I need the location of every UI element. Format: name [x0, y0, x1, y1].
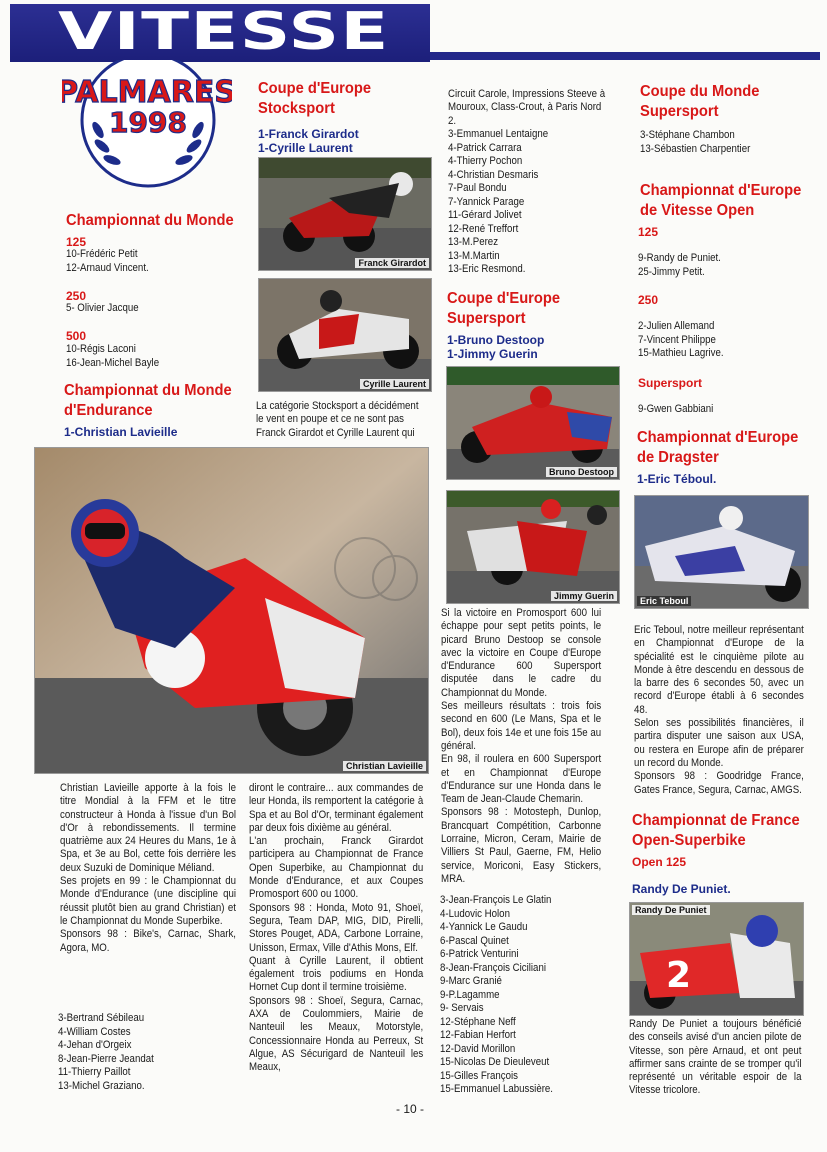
destoop-results: Ses meilleurs résultats : trois fois second en 600 (Le Mans, Spa et le Bol), deux fois 14e et une fois 15e au général.: [441, 700, 602, 752]
list-item: 4-Thierry Pochon: [448, 155, 523, 167]
ceo-ss-list: [638, 403, 796, 417]
list-item: 3-Bertrand Sébileau: [58, 1012, 145, 1024]
lavieille-text: Christian Lavieille apporte à la fois le titre Mondial à la FFM et le titre constructeur à Honda à l'issue d'un Bol d'Or à rebondissements. Il termine quatrième aux 24 Heures du Mans, 1e à Spa, et 3e au Bol, cette fois derrière les deux Suzuki de Dominique Méliand.: [60, 782, 236, 874]
list-item: 9-Randy de Puniet.: [638, 252, 721, 264]
endurance-title-line2: d'Endurance: [64, 402, 153, 419]
stocksport-title-line2: Stocksport: [258, 100, 335, 117]
list-item: 3-Emmanuel Lentaigne: [448, 128, 549, 140]
rider-image: [447, 491, 619, 603]
list-item: 8-Jean-François Ciciliani: [440, 961, 546, 974]
list-item: 13-Eric Resmond.: [448, 263, 526, 275]
supersport-title-line1: Coupe d'Europe: [447, 290, 561, 307]
endurance-winner: 1-Christian Lavieille: [64, 425, 178, 439]
endurance-list: [58, 1012, 225, 1093]
list-item: 15-Gilles François: [440, 1069, 519, 1082]
ceo-250-list: [638, 320, 796, 361]
cdm-title-line2: Supersport: [640, 103, 719, 120]
ceo-title: [640, 181, 815, 221]
list-item: 15-Emmanuel Labussière.: [440, 1083, 553, 1095]
depuniet-article: [629, 1018, 801, 1098]
stocksport-text: diront le contraire... aux commandes de leur Honda, ils remportent la catégorie à Spa et au Bol d'Or, terminant également par deux fois dixième au général.: [249, 782, 424, 834]
svg-text:2: 2: [666, 955, 692, 996]
dragster-title-line2: de Dragster: [637, 449, 719, 466]
rider-image: [447, 367, 619, 479]
stocksport-list: [448, 128, 606, 277]
rider-image: [630, 903, 803, 1015]
list-item: 13-M.Martin: [448, 249, 500, 262]
supersport-title: [447, 289, 613, 329]
photo-teboul: [634, 495, 809, 609]
rider-image: [259, 279, 431, 391]
photo-caption: Franck Girardot: [355, 258, 429, 268]
list-item: 25-Jimmy Petit.: [638, 265, 705, 278]
endurance-title-line1: Championnat du Monde: [64, 382, 232, 399]
list-item: 12-Fabian Herfort: [440, 1029, 516, 1041]
list-item: 7-Vincent Philippe: [638, 333, 716, 346]
list-item: 4-William Costes: [58, 1025, 131, 1038]
supersport-title-line2: Supersport: [447, 310, 526, 327]
cdm-title: [640, 82, 806, 122]
teboul-article: [634, 624, 804, 797]
rider-image: [259, 158, 431, 270]
cm-250-label: 250: [66, 289, 87, 303]
list-item: 15-Mathieu Lagrive.: [638, 347, 724, 359]
logo-line2: 1998: [109, 106, 187, 139]
stocksport-cont: [448, 88, 606, 128]
list-item: 13-Sébastien Charpentier: [640, 142, 751, 155]
list-item: 2-Julien Allemand: [638, 320, 715, 332]
list-item: 4-Ludovic Holon: [440, 907, 510, 920]
girardot-text: L'an prochain, Franck Girardot participera au Championnat de France Open Superbike, au Championnat du Monde d'Endurance, et aux Coupes Promosport 600 ou 1000.: [249, 835, 424, 901]
destoop-sponsors: Sponsors 98 : Motosteph, Dunlop, Brancquart Compétition, Carbonne Lorraine, Micron, Ceram, Mairie de Villiers St Paul, Gaerne, FM, Helio service, Moriconi, Easy Stickers, MRA.: [441, 806, 602, 885]
main-photo-caption: Christian Lavieille: [343, 761, 426, 771]
cm-125-list: [66, 248, 233, 275]
list-item: 9-P.Lagamme: [440, 988, 500, 1001]
cdf-open-label: Open 125: [632, 855, 687, 869]
photo-caption: Randy De Puniet: [632, 905, 710, 915]
list-item: 6-Pascal Quinet: [440, 934, 509, 947]
destoop-text: Si la victoire en Promosport 600 lui échappe pour sept petits points, le picard Bruno Destoop se console avec la victoire en Coupe d'Europe d'Endurance 600 Supersport disputée dans le cadre du Championnat du Monde.: [441, 607, 602, 699]
dragster-title: [637, 428, 812, 468]
cdf-winner: Randy De Puniet.: [632, 882, 731, 896]
list-item: 13-M.Perez: [448, 236, 499, 248]
list-item: 16-Jean-Michel Bayle: [66, 356, 160, 369]
ceo-title-line2: de Vitesse Open: [640, 202, 755, 219]
list-item: 10-Régis Laconi: [66, 343, 136, 355]
winner: 1-Jimmy Guerin: [447, 347, 538, 361]
page-number: - 10 -: [395, 1102, 424, 1116]
lavieille-sponsors: Sponsors 98 : Bike's, Carnac, Shark, Agora, MO.: [60, 928, 236, 954]
cm-250-list: [66, 302, 233, 316]
cdm-title-line1: Coupe du Monde: [640, 83, 760, 100]
cdf-title-line2: Open-Superbike: [632, 832, 746, 849]
winner: 1-Bruno Destoop: [447, 333, 545, 347]
list-item: 11-Thierry Paillot: [58, 1066, 131, 1078]
list-item: 12-David Morillon: [440, 1042, 516, 1055]
cm-title: Championnat du Monde: [66, 212, 234, 229]
list-item: 9-Gwen Gabbiani: [638, 403, 714, 415]
ceo-125-list: [638, 252, 796, 279]
ceo-250-label: 250: [638, 293, 659, 307]
dragster-winner: 1-Eric Téboul.: [637, 472, 717, 486]
list-item: 4-Yannick Le Gaudu: [440, 921, 528, 933]
girardot-sponsors: Sponsors 98 : Honda, Moto 91, Shoeï, Segura, Team DAP, MIG, DID, Pirelli, Stores Pouget, ADA, Carbone Lorraine, Unisson, Ermax, Ville d'Athis Mons, Elf.: [249, 901, 424, 954]
stocksport-title-line1: Coupe d'Europe: [258, 80, 372, 97]
cdm-list: [640, 129, 798, 156]
laurent-sponsors: Sponsors 98 : Shoeï, Segura, Carnac, AXA de Coulommiers, Mairie de Nanteuil les Meaux, Motorstyle, Concessionnaire Honda au Perreux, St Algue, AS Sécurigard de Nanteuil les Meaux,: [249, 994, 424, 1074]
cm-500-label: 500: [66, 329, 87, 343]
destoop-plans: En 98, il roulera en 600 Supersport et en Championnat d'Europe d'Endurance sur une Honda dans le Team de Jean-Claude Chemarin.: [441, 753, 602, 806]
ceo-125-label: 125: [638, 225, 659, 239]
photo-laurent: [258, 278, 432, 392]
list-item: 9-Marc Granié: [440, 975, 502, 987]
list-item: 5- Olivier Jacque: [66, 302, 139, 314]
supersport-winners: [447, 333, 544, 361]
cm-125-label: 125: [66, 235, 87, 249]
lavieille-article: [60, 782, 236, 955]
teboul-plans: Selon ses possibilités financières, il partira disputer une saison aux USA, ou restera en Europe afin de préparer un record du Monde.: [634, 717, 804, 769]
endurance-title: [64, 381, 248, 421]
stocksport-winners: [258, 127, 359, 155]
photo-caption: Cyrille Laurent: [360, 379, 429, 389]
stocksport-article: [249, 782, 423, 1075]
rider-image: [635, 496, 808, 608]
list-item: 3-Jean-François Le Glatin: [440, 894, 552, 906]
list-item: 4-Patrick Carrara: [448, 141, 522, 154]
stocksport-title: [258, 79, 424, 119]
list-item: 8-Jean-Pierre Jeandat: [58, 1052, 154, 1065]
list-item: 3-Stéphane Chambon: [640, 129, 735, 141]
winner: 1-Cyrille Laurent: [258, 141, 353, 155]
list-item: 12-Stéphane Neff: [440, 1015, 516, 1028]
photo-caption: Bruno Destoop: [546, 467, 617, 477]
palmares-logo: [62, 60, 232, 190]
teboul-sponsors: Sponsors 98 : Goodridge France, Gates France, Segura, Carnac, AMGS.: [634, 770, 804, 796]
list-item: 12-Arnaud Vincent.: [66, 261, 149, 274]
photo-girardot: [258, 157, 432, 271]
cdf-title: [632, 811, 807, 851]
ceo-title-line1: Championnat d'Europe: [640, 182, 802, 199]
list-item: 11-Gérard Jolivet: [448, 209, 522, 221]
rider-image: [35, 448, 428, 773]
list-item: 4-Jehan d'Orgeix: [58, 1039, 132, 1051]
list-item: 7-Paul Bondu: [448, 182, 507, 194]
page-title: VITESSE: [58, 2, 390, 62]
destoop-article: [441, 607, 601, 886]
photo-guerin: [446, 490, 620, 604]
stocksport-cont-text: Circuit Carole, Impressions Steeve à Mouroux, Class-Crout, à Paris Nord 2.: [448, 88, 606, 127]
list-item: 4-Christian Desmaris: [448, 168, 539, 181]
lavieille-projets: Ses projets en 99 : le Championnat du Monde d'Endurance (une discipline qui réussit plutôt bien au grand Christian) et le Championnat du Monde Superbike.: [60, 875, 236, 927]
stocksport-intro: [256, 400, 427, 440]
winner: 1-Franck Girardot: [258, 127, 359, 141]
depuniet-text: Randy De Puniet a toujours bénéficié des conseils avisé d'un ancien pilote de Vitesse, son père Arnaud, et ont peut affirmer sans crainte de se tromper qu'il représenté un véritable espoir de la Vitesse tricolore.: [629, 1018, 802, 1097]
stocksport-intro-text: La catégorie Stocksport a décidément le vent en poupe et ce ne sont pas Franck Girardot et Cyrille Laurent qui: [256, 400, 419, 439]
teboul-text: Eric Teboul, notre meilleur représentant en Championnat d'Europe de la spécialité est le cinquième pilote au Monde à être descendu en dessous de la barre des 6 secondes 50, avec un record d'Europe établi à 6 secondes 48.: [634, 624, 804, 716]
list-item: 7-Yannick Parage: [448, 195, 525, 208]
photo-caption: Eric Teboul: [637, 596, 691, 606]
main-photo: [34, 447, 429, 774]
photo-caption: Jimmy Guerin: [551, 591, 617, 601]
laurent-text: Quant à Cyrille Laurent, il obtient également trois podiums en Honda Hornet Cup dont il termine troisième.: [249, 954, 424, 994]
supersport-list: [440, 894, 598, 1097]
cdf-title-line1: Championnat de France: [632, 812, 800, 829]
list-item: 15-Nicolas De Dieuleveut: [440, 1056, 550, 1068]
ceo-ss-label: Supersport: [638, 376, 703, 390]
list-item: 6-Patrick Venturini: [440, 948, 519, 960]
cm-500-list: [66, 343, 233, 370]
list-item: 12-René Treffort: [448, 222, 519, 235]
logo-line1: PALMARES: [62, 75, 232, 110]
list-item: 13-Michel Graziano.: [58, 1079, 145, 1092]
photo-destoop: [446, 366, 620, 480]
list-item: 9- Servais: [440, 1002, 484, 1014]
photo-depuniet: [629, 902, 804, 1016]
dragster-title-line1: Championnat d'Europe: [637, 429, 799, 446]
list-item: 10-Frédéric Petit: [66, 248, 138, 260]
